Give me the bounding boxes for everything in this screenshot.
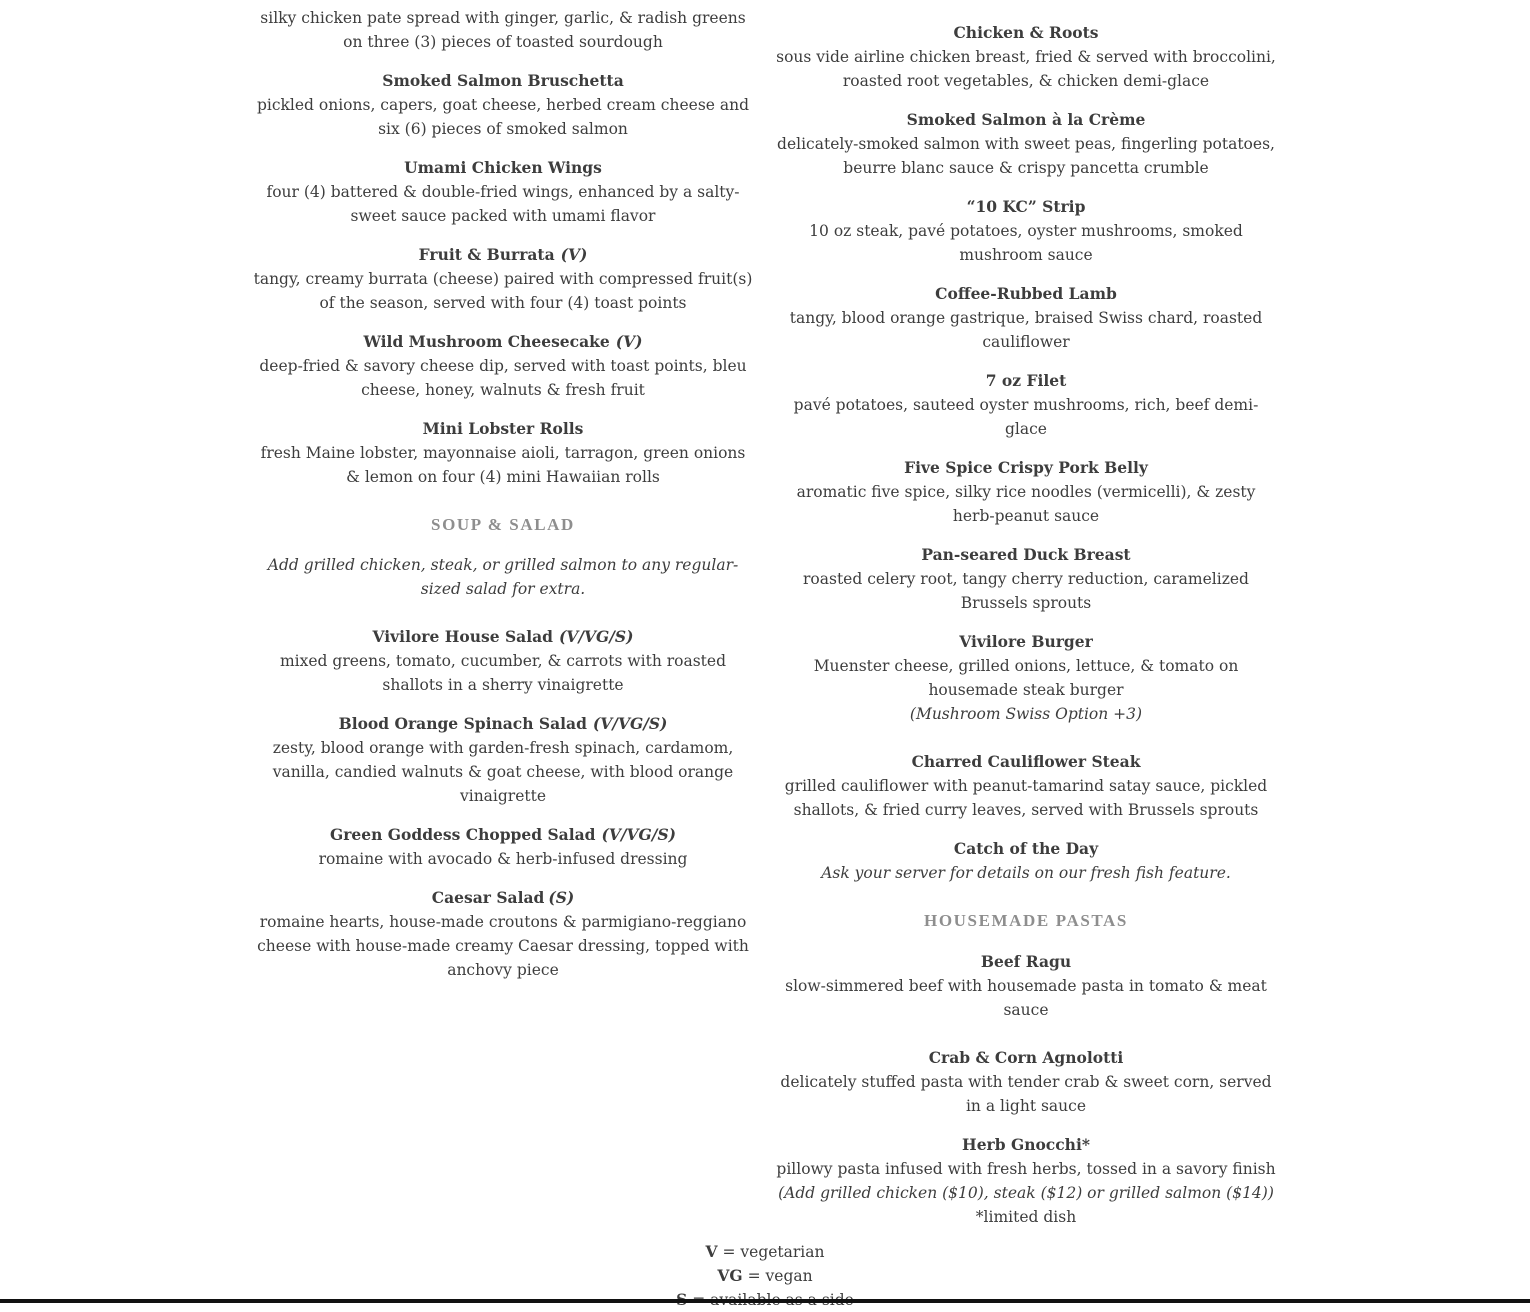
item-description: 10 oz steak, pavé potatoes, oyster mushrooms, smoked mushroom sauce — [809, 222, 1243, 264]
item-note: Ask your server for details on our fresh fish feature. — [821, 864, 1231, 882]
item-description: romaine hearts, house-made croutons & parmigiano-reggiano cheese with house-made creamy Caesar dressing, topped with anchovy piece — [257, 913, 749, 979]
bottom-border — [0, 1299, 1530, 1303]
item-name: Smoked Salmon à la Crème — [906, 110, 1146, 129]
item-description: roasted celery root, tangy cherry reduction, caramelized Brussels sprouts — [803, 570, 1249, 612]
menu-item — [776, 750, 1276, 822]
item-description: Muenster cheese, grilled onions, lettuce, & tomato on housemade steak burger — [813, 657, 1239, 699]
menu-item — [776, 195, 1276, 267]
menu-item — [253, 330, 753, 402]
item-option-note: (Add grilled chicken ($10), steak ($12) or grilled salmon ($14)) — [778, 1184, 1274, 1202]
right-menu-column — [776, 21, 1276, 1244]
menu-item — [253, 886, 753, 982]
item-description: pickled onions, capers, goat cheese, herbed cream cheese and six (6) pieces of smoked salmon — [256, 96, 750, 138]
menu-item — [776, 1133, 1276, 1229]
menu-item — [776, 543, 1276, 615]
item-name: Coffee-Rubbed Lamb — [935, 284, 1117, 303]
legend-key: V — [705, 1242, 718, 1261]
menu-item-burger — [776, 630, 1276, 726]
item-name: Vivilore Burger — [959, 632, 1093, 651]
item-name: Fruit & Burrata (V) — [418, 245, 588, 264]
left-menu-column — [253, 0, 753, 997]
legend-vegan — [0, 1264, 1530, 1288]
menu-item — [776, 950, 1276, 1022]
item-description: pillowy pasta infused with fresh herbs, tossed in a savory finish — [776, 1160, 1276, 1178]
item-name: Vivilore House Salad (V/VG/S) — [372, 627, 634, 646]
item-name: “10 KC” Strip — [966, 197, 1086, 216]
menu-item — [776, 21, 1276, 93]
item-name: Five Spice Crispy Pork Belly — [904, 458, 1148, 477]
menu-item-catch-of-the-day — [776, 837, 1276, 885]
item-name: 7 oz Filet — [985, 371, 1067, 390]
item-name: Wild Mushroom Cheesecake (V) — [363, 332, 643, 351]
item-name: Blood Orange Spinach Salad (V/VG/S) — [338, 714, 668, 733]
diet-tag: (V/VG/S) — [558, 627, 634, 646]
item-description: deep-fried & savory cheese dip, served with toast points, bleu cheese, honey, walnuts & fresh fruit — [259, 357, 747, 399]
section-note: Add grilled chicken, steak, or grilled salmon to any regular-sized salad for extra. — [267, 556, 739, 598]
menu-item — [776, 369, 1276, 441]
menu-item — [253, 625, 753, 697]
item-description: romaine with avocado & herb-infused dressing — [318, 850, 688, 868]
menu-item-chicken-pate — [253, 6, 753, 54]
item-description: delicately-smoked salmon with sweet peas, fingerling potatoes, beurre blanc sauce & crispy pancetta crumble — [777, 135, 1275, 177]
menu-item — [776, 1046, 1276, 1118]
item-description: silky chicken pate spread with ginger, garlic, & radish greens on three (3) pieces of toasted sourdough — [260, 9, 746, 51]
item-description: four (4) battered & double-fried wings, enhanced by a salty-sweet sauce packed with umami flavor — [266, 183, 740, 225]
legend-text: = vegan — [742, 1267, 813, 1285]
diet-tag: (V/VG/S) — [601, 825, 676, 844]
diet-tag: (S) — [548, 888, 575, 907]
menu-item — [253, 69, 753, 141]
item-name: Charred Cauliflower Steak — [911, 752, 1141, 771]
menu-item — [776, 282, 1276, 354]
item-description: delicately stuffed pasta with tender crab & sweet corn, served in a light sauce — [780, 1073, 1272, 1115]
item-description: aromatic five spice, silky rice noodles (vermicelli), & zesty herb-peanut sauce — [796, 483, 1256, 525]
item-description: zesty, blood orange with garden-fresh spinach, cardamom, vanilla, candied walnuts & goat cheese, with blood orange vinaigrette — [272, 739, 734, 805]
legend-key: VG — [717, 1266, 743, 1285]
item-name: Mini Lobster Rolls — [422, 419, 584, 438]
item-description: slow-simmered beef with housemade pasta in tomato & meat sauce — [785, 977, 1267, 1019]
menu-item — [253, 417, 753, 489]
diet-tag: (V) — [615, 332, 643, 351]
diet-tag: (V) — [560, 245, 588, 264]
diet-tag: (V/VG/S) — [592, 714, 668, 733]
item-name: Herb Gnocchi* — [962, 1135, 1090, 1154]
section-title-soup-salad: SOUP & SALAD — [431, 515, 575, 534]
menu-item — [253, 156, 753, 228]
menu-item — [776, 108, 1276, 180]
item-description: grilled cauliflower with peanut-tamarind satay sauce, pickled shallots, & fried curry leaves, served with Brussels sprouts — [784, 777, 1268, 819]
item-name: Umami Chicken Wings — [404, 158, 602, 177]
item-name: Smoked Salmon Bruschetta — [382, 71, 624, 90]
legend-text: = vegetarian — [717, 1243, 825, 1261]
legend-vegetarian — [0, 1240, 1530, 1264]
item-name: Catch of the Day — [953, 839, 1099, 858]
item-option-note: (Mushroom Swiss Option +3) — [909, 705, 1143, 723]
item-name: Beef Ragu — [980, 952, 1072, 971]
item-description: mixed greens, tomato, cucumber, & carrots with roasted shallots in a sherry vinaigrette — [279, 652, 726, 694]
item-description: tangy, creamy burrata (cheese) paired with compressed fruit(s) of the season, served with four (4) toast points — [253, 270, 753, 312]
item-description: fresh Maine lobster, mayonnaise aioli, tarragon, green onions & lemon on four (4) mini Hawaiian rolls — [260, 444, 746, 486]
menu-item — [253, 823, 753, 871]
item-name: Caesar Salad (S) — [431, 888, 575, 907]
item-name: Chicken & Roots — [953, 23, 1099, 42]
item-description: tangy, blood orange gastrique, braised Swiss chard, roasted cauliflower — [789, 309, 1263, 351]
item-name: Green Goddess Chopped Salad (V/VG/S) — [330, 825, 676, 844]
menu-item — [776, 456, 1276, 528]
item-description: pavé potatoes, sauteed oyster mushrooms, rich, beef demi-glace — [793, 396, 1259, 438]
menu-item — [253, 243, 753, 315]
menu-item — [253, 712, 753, 808]
item-name: Pan-seared Duck Breast — [921, 545, 1131, 564]
item-description: sous vide airline chicken breast, fried & served with broccolini, roasted root vegetables, & chicken demi-glace — [776, 48, 1276, 90]
item-name: Crab & Corn Agnolotti — [928, 1048, 1124, 1067]
limited-dish-note: *limited dish — [975, 1208, 1077, 1226]
section-title-housemade-pastas: HOUSEMADE PASTAS — [924, 911, 1128, 930]
